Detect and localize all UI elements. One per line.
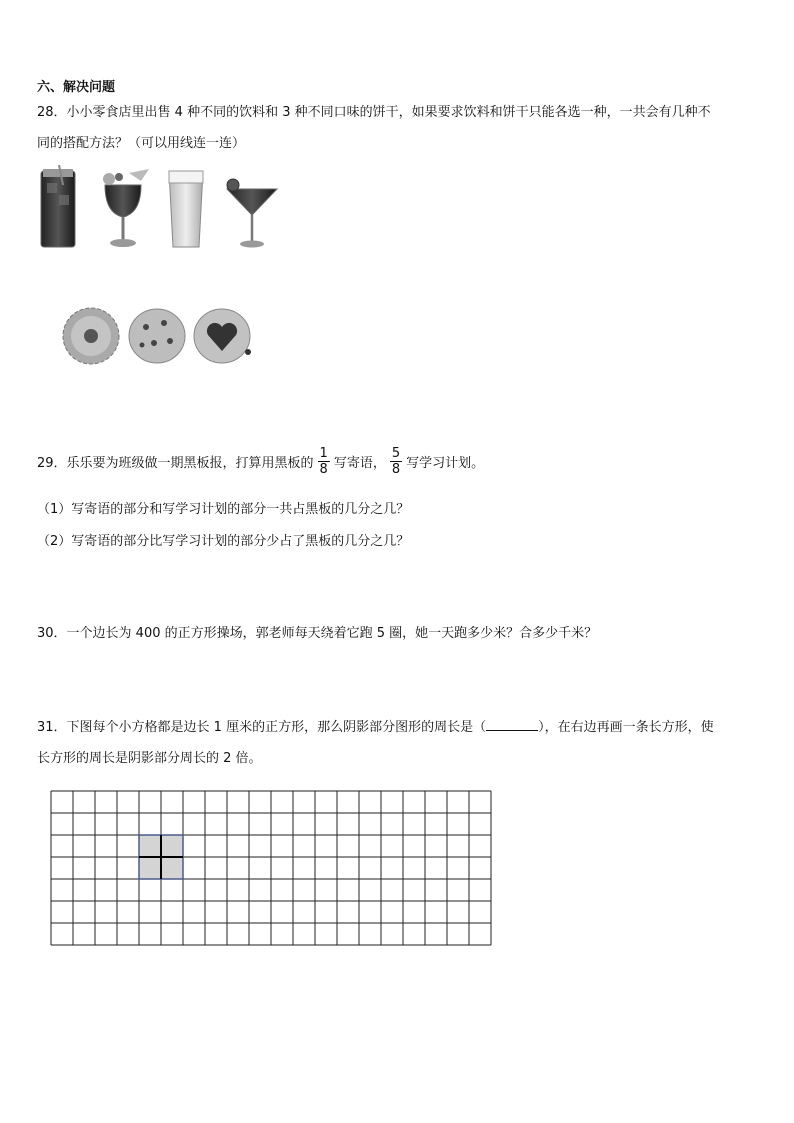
beer-glass-icon: [169, 171, 203, 247]
chocolate-chip-cookie-icon: [129, 309, 185, 363]
question-30: 30．一个边长为 400 的正方形操场，郭老师每天绕着它跑 5 圈，她一天跑多少米？合多少千米？: [37, 626, 598, 641]
question-28-line-1: 28．小小零食店里出售 4 种不同的饮料和 3 种不同口味的饼干，如果要求饮料和饼干只能各选一种，一共会有几种不: [37, 105, 711, 120]
cookies-illustration: [60, 305, 255, 367]
fraction-denominator: 8: [391, 461, 401, 477]
question-29-sub-1: （1）写寄语的部分和写学习计划的部分一共占黑板的几分之几？: [37, 502, 410, 517]
question-29-middle: 写寄语，: [333, 455, 386, 471]
drinks-illustration: [37, 165, 282, 250]
fraction-numerator: 1: [319, 445, 328, 461]
question-31-line-2: 长方形的周长是阴影部分周长的 2 倍。: [37, 751, 262, 766]
fraction-denominator: 8: [319, 461, 328, 477]
question-29-suffix: 写学习计划。: [406, 455, 485, 471]
cola-glass-icon: [41, 165, 75, 247]
martini-glass-icon: [227, 179, 277, 248]
fraction-five-eighths: [390, 446, 402, 477]
question-29-prefix: 29．乐乐要为班级做一期黑板报，打算用黑板的: [37, 455, 314, 471]
question-29-sub-2: （2）写寄语的部分比写学习计划的部分少占了黑板的几分之几？: [37, 534, 410, 549]
question-31-part-1: 31．下图每个小方格都是边长 1 厘米的正方形，那么阴影部分图形的周长是（: [37, 720, 487, 735]
shaded-cell: [139, 857, 161, 879]
section-title: 六、解决问题: [37, 80, 116, 95]
question-31: [37, 712, 714, 774]
fraction-one-eighth: [318, 446, 330, 477]
question-31-part-2: ），在右边再画一条长方形，使: [538, 720, 714, 735]
flower-cookie-icon: [63, 308, 119, 364]
answer-blank[interactable]: [486, 718, 538, 731]
shaded-cell: [139, 835, 161, 857]
question-28: [37, 97, 757, 159]
shaded-cell: [161, 857, 183, 879]
shaded-cell: [161, 835, 183, 857]
question-29: [37, 440, 484, 482]
fruit-cocktail-icon: [103, 169, 149, 247]
square-grid[interactable]: [50, 790, 495, 965]
question-28-line-2: 同的搭配方法？（可以用线连一连）: [37, 136, 246, 151]
fraction-numerator: 5: [391, 445, 401, 461]
heart-jam-cookie-icon: [194, 309, 251, 363]
